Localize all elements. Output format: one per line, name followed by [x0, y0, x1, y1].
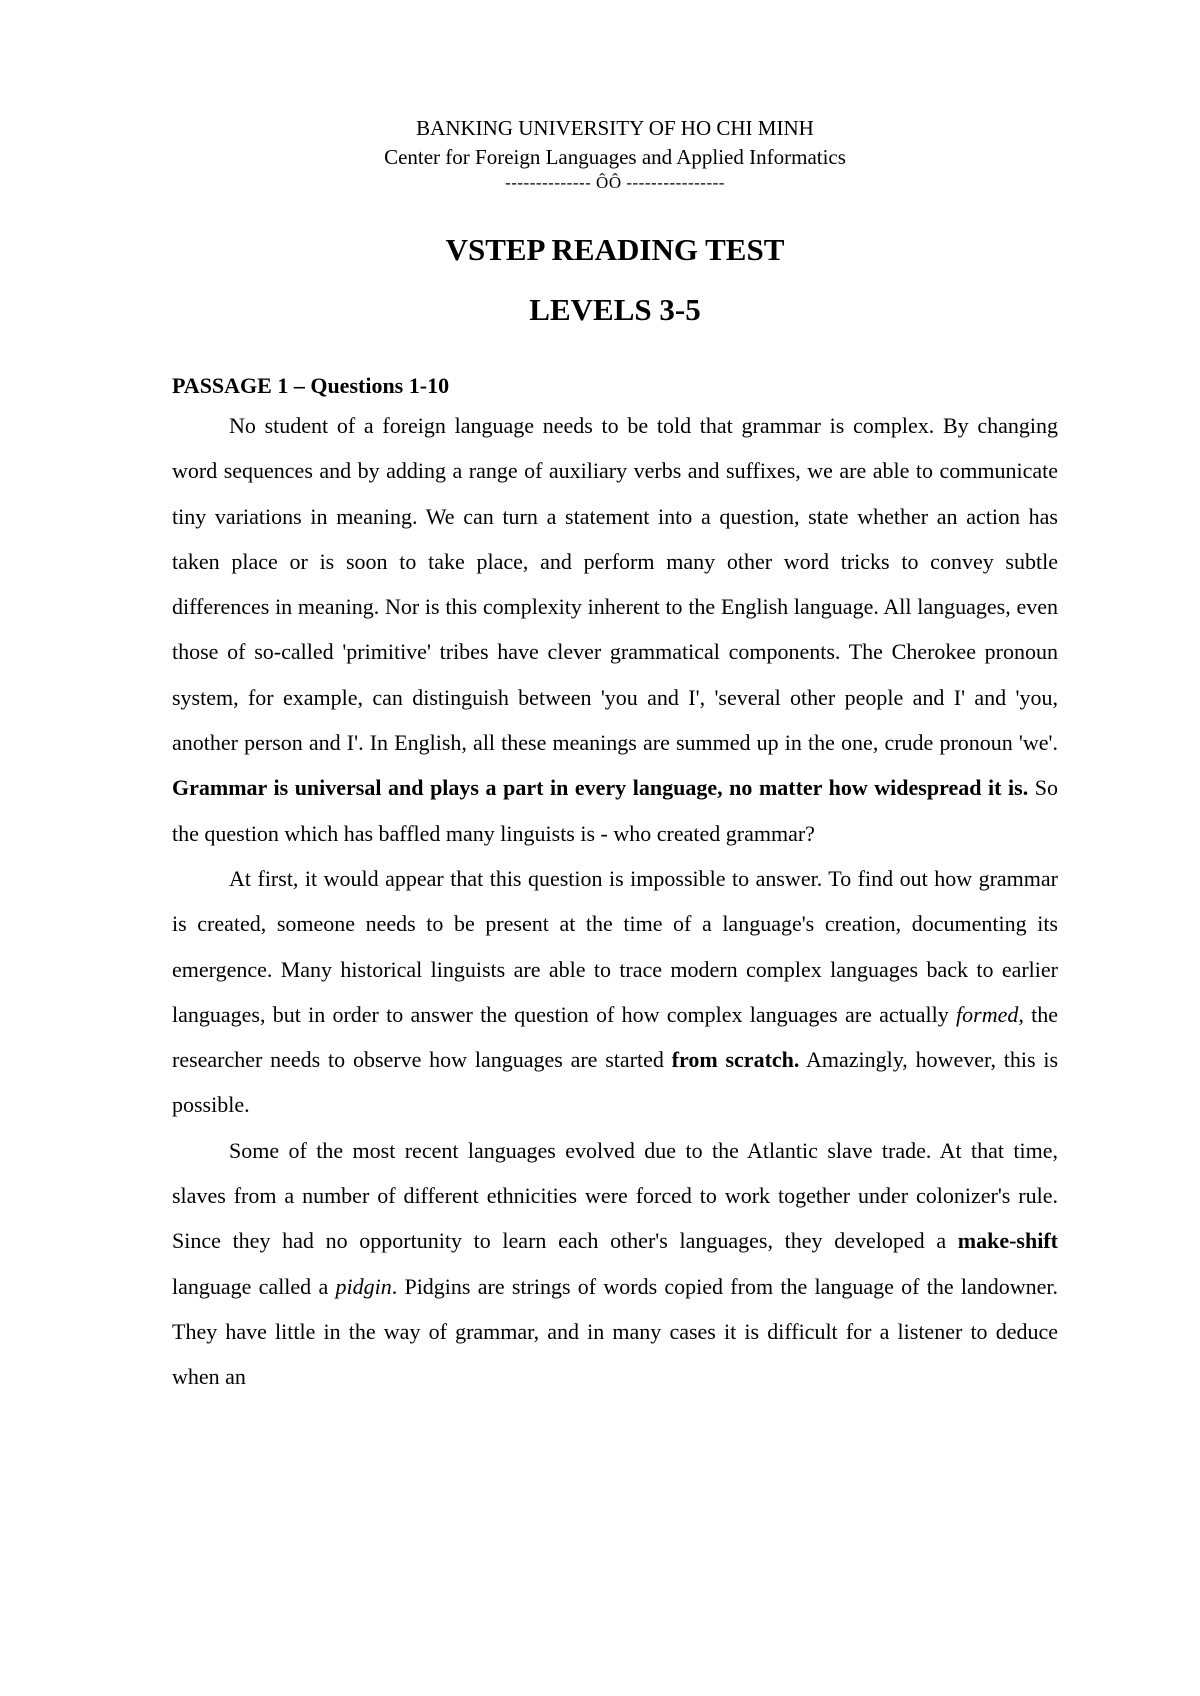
paragraph-text: Amazingly, however, this is possible. — [172, 1047, 1059, 1118]
paragraph-text: . Pidgins are strings of words copied from the language of the landowner. They have little in the way of grammar, and in many cases it is difficult for a listener to deduce when an — [172, 1273, 1058, 1390]
passage-paragraph-3 — [172, 1128, 1058, 1400]
highlighted-word: make-shift — [957, 1228, 1058, 1254]
paragraph-text: Some of the most recent languages evolved due to the Atlantic slave trade. At that time, slaves from a number of different ethnicities were forced to work together under colonizer's rule. Since they had no opportunity to learn each other's languages, they developed a — [172, 1137, 1058, 1254]
test-title: VSTEP READING TEST — [445, 232, 785, 267]
paragraph-text: At first, it would appear that this question is impossible to answer. To find out how grammar is created, someone needs to be present at the time of a language's creation, documenting its emergence. Many historical linguists are able to trace modern complex languages back to earlier languages, but in order to answer the question of how complex languages are actually — [172, 865, 1058, 1027]
document-page — [172, 114, 1058, 1400]
paragraph-text: language called a — [172, 1273, 336, 1299]
document-header — [172, 114, 1058, 172]
emphasized-word: pidgin — [335, 1273, 392, 1299]
highlighted-sentence: Grammar is universal and plays a part in every language, no matter how widespread it is. — [172, 775, 1029, 801]
paragraph-text: , the researcher needs to observe how languages are started — [172, 1001, 1058, 1073]
passage-paragraph-2 — [172, 856, 1058, 1128]
paragraph-text: No student of a foreign language needs to be told that grammar is complex. By changing word sequences and by adding a range of auxiliary verbs and suffixes, we are able to communicate tiny variations in meaning. We can turn a statement into a question, state whether an action has taken place or is soon to take place, and perform many other word tricks to convey subtle differences in meaning. Nor is this complexity inherent to the English language. All languages, even those of so-called 'primitive' tribes have clever grammatical components. The Cherokee pronoun system, for example, can distinguish between 'you and I', 'several other people and I' and 'you, another person and I'. In English, all these meanings are summed up in the one, crude pronoun 'we'. — [172, 413, 1058, 756]
highlighted-phrase: from scratch. — [671, 1047, 800, 1073]
passage-paragraph-1 — [172, 403, 1058, 856]
center-name: Center for Foreign Languages and Applied Informatics — [384, 145, 846, 169]
test-levels: LEVELS 3-5 — [529, 292, 701, 327]
university-name: BANKING UNIVERSITY OF HO CHI MINH — [416, 116, 814, 140]
paragraph-text: So the question which has baffled many linguists is - who created grammar? — [172, 775, 1058, 846]
header-separator: -------------- ÔÔ ---------------- — [505, 173, 725, 192]
passage-heading: PASSAGE 1 – Questions 1-10 — [172, 373, 450, 398]
emphasized-word: formed — [956, 1001, 1019, 1027]
